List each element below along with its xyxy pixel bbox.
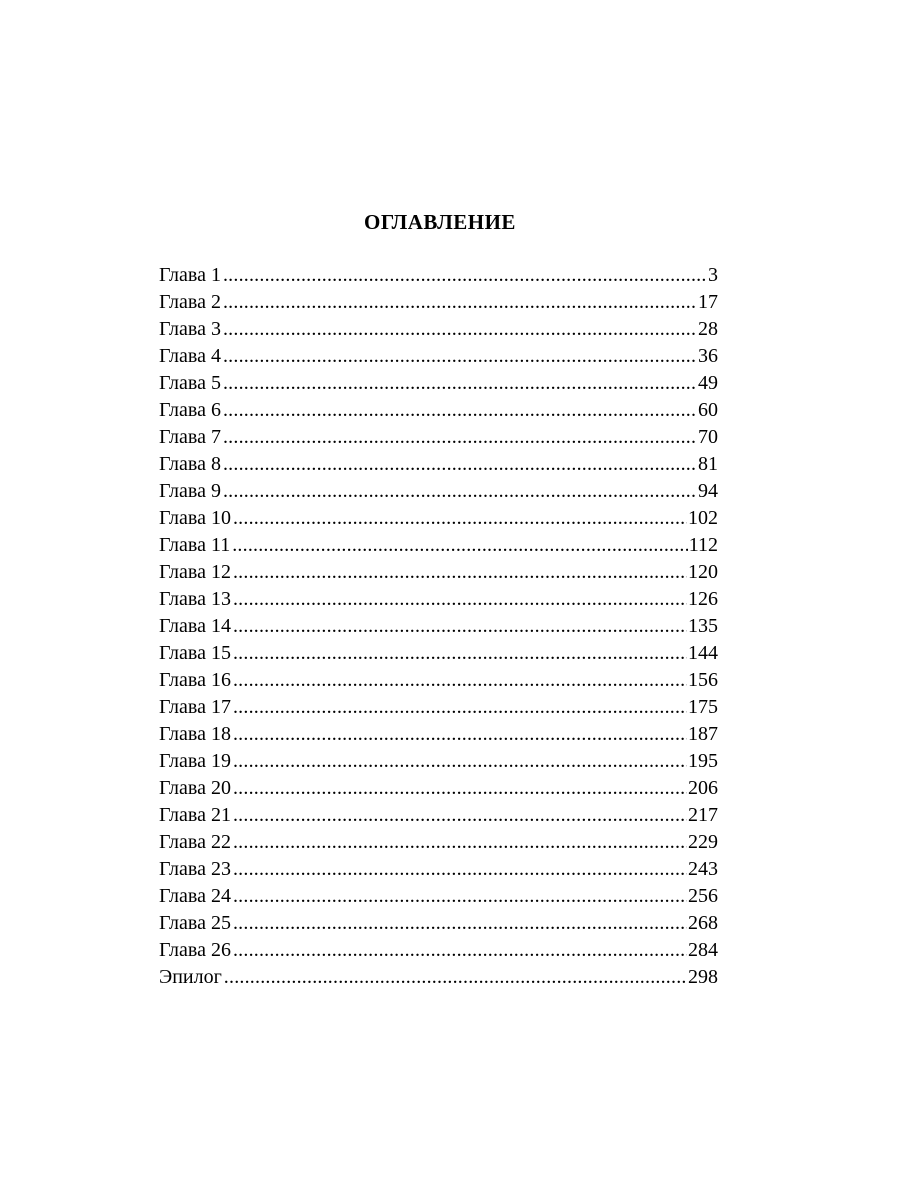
toc-entry-page-number: 243 bbox=[688, 858, 718, 880]
toc-entry-page-number: 144 bbox=[688, 642, 718, 664]
toc-entry-label: Глава 21 bbox=[159, 804, 231, 826]
toc-entry[interactable] bbox=[159, 883, 718, 910]
toc-dot-leader bbox=[233, 721, 687, 748]
toc-entry-label: Глава 12 bbox=[159, 561, 231, 583]
toc-entry[interactable] bbox=[159, 289, 718, 316]
toc-entry-label: Глава 22 bbox=[159, 831, 231, 853]
toc-entry[interactable] bbox=[159, 262, 718, 289]
toc-dot-leader bbox=[233, 802, 687, 829]
toc-entry-label: Глава 6 bbox=[159, 399, 221, 421]
toc-entry-page-number: 120 bbox=[688, 561, 718, 583]
toc-entry-page-number: 126 bbox=[688, 588, 718, 610]
toc-dot-leader bbox=[223, 370, 697, 397]
toc-entry-page-number: 256 bbox=[688, 885, 718, 907]
toc-entry[interactable] bbox=[159, 586, 718, 613]
toc-dot-leader bbox=[233, 694, 687, 721]
toc-entry[interactable] bbox=[159, 316, 718, 343]
toc-entry-label: Глава 15 bbox=[159, 642, 231, 664]
toc-entry[interactable] bbox=[159, 829, 718, 856]
toc-entry-page-number: 175 bbox=[688, 696, 718, 718]
toc-entry-label: Глава 7 bbox=[159, 426, 221, 448]
toc-entry-label: Глава 17 bbox=[159, 696, 231, 718]
toc-entry[interactable] bbox=[159, 532, 718, 559]
toc-entry-page-number: 36 bbox=[698, 345, 718, 367]
toc-dot-leader bbox=[233, 505, 687, 532]
toc-entry-page-number: 70 bbox=[698, 426, 718, 448]
toc-entry-page-number: 17 bbox=[698, 291, 718, 313]
toc-entry[interactable] bbox=[159, 424, 718, 451]
toc-entry[interactable] bbox=[159, 505, 718, 532]
toc-entry[interactable] bbox=[159, 964, 718, 991]
toc-entry-page-number: 268 bbox=[688, 912, 718, 934]
toc-entry-page-number: 112 bbox=[688, 534, 718, 556]
toc-entry-page-number: 81 bbox=[698, 453, 718, 475]
toc-entry-label: Глава 11 bbox=[159, 534, 231, 556]
toc-entry-label: Глава 23 bbox=[159, 858, 231, 880]
toc-entry-label: Глава 9 bbox=[159, 480, 221, 502]
toc-entry-page-number: 298 bbox=[688, 966, 718, 988]
toc-entry[interactable] bbox=[159, 559, 718, 586]
toc-dot-leader bbox=[233, 856, 687, 883]
toc-entry-label: Эпилог bbox=[159, 966, 222, 988]
toc-entry[interactable] bbox=[159, 397, 718, 424]
toc-entry-page-number: 94 bbox=[698, 480, 718, 502]
toc-dot-leader bbox=[223, 397, 697, 424]
toc-dot-leader bbox=[233, 667, 687, 694]
toc-dot-leader bbox=[223, 424, 697, 451]
toc-dot-leader bbox=[223, 289, 697, 316]
toc-entry[interactable] bbox=[159, 856, 718, 883]
toc-entry-page-number: 206 bbox=[688, 777, 718, 799]
toc-dot-leader bbox=[233, 586, 687, 613]
toc-entry-page-number: 135 bbox=[688, 615, 718, 637]
toc-dot-leader bbox=[223, 316, 697, 343]
toc-entry-label: Глава 2 bbox=[159, 291, 221, 313]
toc-entry[interactable] bbox=[159, 640, 718, 667]
toc-entry[interactable] bbox=[159, 802, 718, 829]
toc-dot-leader bbox=[233, 613, 687, 640]
toc-entry-label: Глава 16 bbox=[159, 669, 231, 691]
toc-entry[interactable] bbox=[159, 910, 718, 937]
toc-entry-label: Глава 1 bbox=[159, 264, 221, 286]
toc-entry-label: Глава 19 bbox=[159, 750, 231, 772]
toc-entry[interactable] bbox=[159, 370, 718, 397]
toc-dot-leader bbox=[223, 262, 707, 289]
toc-dot-leader bbox=[232, 532, 688, 559]
toc-dot-leader bbox=[233, 775, 687, 802]
toc-entry-label: Глава 26 bbox=[159, 939, 231, 961]
toc-entry[interactable] bbox=[159, 667, 718, 694]
toc-dot-leader bbox=[233, 910, 687, 937]
toc-title: ОГЛАВЛЕНИЕ bbox=[364, 210, 516, 234]
toc-entry[interactable] bbox=[159, 613, 718, 640]
toc-entry-page-number: 49 bbox=[698, 372, 718, 394]
toc-entry-label: Глава 4 bbox=[159, 345, 221, 367]
toc-entry[interactable] bbox=[159, 748, 718, 775]
toc-entry-page-number: 3 bbox=[708, 264, 718, 286]
toc-dot-leader bbox=[233, 883, 687, 910]
toc-dot-leader bbox=[223, 343, 697, 370]
toc-entry-label: Глава 24 bbox=[159, 885, 231, 907]
toc-entry[interactable] bbox=[159, 694, 718, 721]
toc-entry[interactable] bbox=[159, 775, 718, 802]
toc-entry-page-number: 187 bbox=[688, 723, 718, 745]
toc-entry-label: Глава 18 bbox=[159, 723, 231, 745]
toc-dot-leader bbox=[233, 748, 687, 775]
toc-entry[interactable] bbox=[159, 721, 718, 748]
toc-dot-leader bbox=[233, 640, 687, 667]
toc-dot-leader bbox=[223, 478, 697, 505]
table-of-contents bbox=[159, 262, 718, 991]
toc-entry-label: Глава 8 bbox=[159, 453, 221, 475]
toc-entry-page-number: 102 bbox=[688, 507, 718, 529]
toc-entry-label: Глава 10 bbox=[159, 507, 231, 529]
toc-entry-label: Глава 25 bbox=[159, 912, 231, 934]
toc-entry-label: Глава 3 bbox=[159, 318, 221, 340]
toc-dot-leader bbox=[233, 559, 687, 586]
toc-entry-page-number: 60 bbox=[698, 399, 718, 421]
toc-dot-leader bbox=[223, 451, 697, 478]
toc-entry-page-number: 217 bbox=[688, 804, 718, 826]
toc-entry-page-number: 195 bbox=[688, 750, 718, 772]
toc-entry-page-number: 229 bbox=[688, 831, 718, 853]
toc-dot-leader bbox=[224, 964, 687, 991]
toc-dot-leader bbox=[233, 937, 687, 964]
toc-entry-page-number: 284 bbox=[688, 939, 718, 961]
toc-entry-page-number: 28 bbox=[698, 318, 718, 340]
toc-entry[interactable] bbox=[159, 451, 718, 478]
toc-entry-page-number: 156 bbox=[688, 669, 718, 691]
toc-entry[interactable] bbox=[159, 478, 718, 505]
toc-entry-label: Глава 5 bbox=[159, 372, 221, 394]
toc-entry[interactable] bbox=[159, 343, 718, 370]
toc-entry-label: Глава 14 bbox=[159, 615, 231, 637]
toc-entry-label: Глава 13 bbox=[159, 588, 231, 610]
toc-dot-leader bbox=[233, 829, 687, 856]
toc-entry-label: Глава 20 bbox=[159, 777, 231, 799]
toc-entry[interactable] bbox=[159, 937, 718, 964]
